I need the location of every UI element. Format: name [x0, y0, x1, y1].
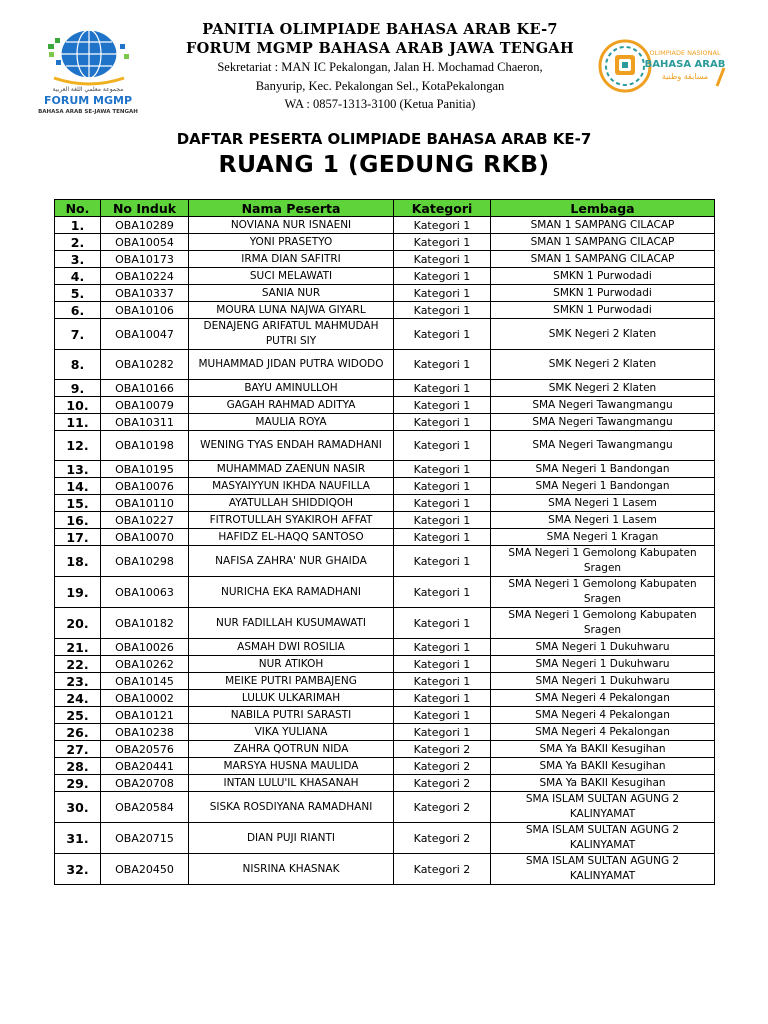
row-no-induk: OBA10110	[101, 495, 189, 512]
svg-text:BAHASA ARAB SE-JAWA TENGAH: BAHASA ARAB SE-JAWA TENGAH	[38, 109, 138, 115]
row-lembaga: SMA Ya BAKII Kesugihan	[491, 775, 715, 792]
row-number: 5.	[55, 285, 101, 302]
document-title: DAFTAR PESERTA OLIMPIADE BAHASA ARAB KE-7	[176, 130, 592, 148]
contact-line: WA : 0857-1313-3100 (Ketua Panitia)	[284, 97, 476, 111]
table-row	[55, 775, 715, 792]
row-kategori: Kategori 2	[394, 792, 491, 823]
header-kategori: Kategori	[394, 200, 491, 217]
table-row	[55, 478, 715, 495]
row-nama-peserta: MEIKE PUTRI PAMBAJENG	[189, 673, 394, 690]
row-no-induk: OBA10337	[101, 285, 189, 302]
row-number: 32.	[55, 854, 101, 885]
row-number: 18.	[55, 546, 101, 577]
table-row	[55, 380, 715, 397]
row-kategori: Kategori 2	[394, 741, 491, 758]
row-lembaga: SMA ISLAM SULTAN AGUNG 2 KALINYAMAT	[491, 854, 715, 885]
row-no-induk: OBA20450	[101, 854, 189, 885]
row-no-induk: OBA10079	[101, 397, 189, 414]
row-no-induk: OBA10063	[101, 577, 189, 608]
row-no-induk: OBA10198	[101, 431, 189, 461]
forum-title: FORUM MGMP BAHASA ARAB JAWA TENGAH	[186, 40, 574, 57]
row-lembaga: SMA Negeri 1 Bandongan	[491, 461, 715, 478]
row-lembaga: SMA Negeri 1 Bandongan	[491, 478, 715, 495]
row-kategori: Kategori 1	[394, 302, 491, 319]
row-no-induk: OBA20715	[101, 823, 189, 854]
table-row	[55, 823, 715, 854]
row-nama-peserta: AYATULLAH SHIDDIQOH	[189, 495, 394, 512]
row-number: 31.	[55, 823, 101, 854]
row-lembaga: SMA Negeri 1 Gemolong Kabupaten Sragen	[491, 546, 715, 577]
row-lembaga: SMA Ya BAKII Kesugihan	[491, 758, 715, 775]
row-lembaga: SMK Negeri 2 Klaten	[491, 380, 715, 397]
row-lembaga: SMA Negeri 4 Pekalongan	[491, 707, 715, 724]
row-kategori: Kategori 1	[394, 268, 491, 285]
row-no-induk: OBA10282	[101, 350, 189, 380]
row-no-induk: OBA10182	[101, 608, 189, 639]
row-kategori: Kategori 1	[394, 673, 491, 690]
row-no-induk: OBA10002	[101, 690, 189, 707]
row-kategori: Kategori 1	[394, 478, 491, 495]
row-kategori: Kategori 1	[394, 546, 491, 577]
row-number: 19.	[55, 577, 101, 608]
row-number: 11.	[55, 414, 101, 431]
row-lembaga: SMA Negeri 1 Gemolong Kabupaten Sragen	[491, 577, 715, 608]
row-number: 29.	[55, 775, 101, 792]
row-no-induk: OBA20576	[101, 741, 189, 758]
row-nama-peserta: ZAHRA QOTRUN NIDA	[189, 741, 394, 758]
row-no-induk: OBA10289	[101, 217, 189, 234]
row-nama-peserta: NOVIANA NUR ISNAENI	[189, 217, 394, 234]
row-lembaga: SMAN 1 SAMPANG CILACAP	[491, 234, 715, 251]
row-number: 26.	[55, 724, 101, 741]
row-kategori: Kategori 1	[394, 350, 491, 380]
row-no-induk: OBA10070	[101, 529, 189, 546]
row-lembaga: SMA Negeri 1 Kragan	[491, 529, 715, 546]
row-kategori: Kategori 1	[394, 380, 491, 397]
committee-title: PANITIA OLIMPIADE BAHASA ARAB KE-7	[202, 21, 558, 38]
row-number: 9.	[55, 380, 101, 397]
header-nama-peserta: Nama Peserta	[189, 200, 394, 217]
row-number: 23.	[55, 673, 101, 690]
row-kategori: Kategori 1	[394, 690, 491, 707]
table-row	[55, 690, 715, 707]
row-kategori: Kategori 1	[394, 639, 491, 656]
row-nama-peserta: WENING TYAS ENDAH RAMADHANI	[189, 431, 394, 461]
row-nama-peserta: NUR FADILLAH KUSUMAWATI	[189, 608, 394, 639]
table-row	[55, 792, 715, 823]
row-nama-peserta: FITROTULLAH SYAKIROH AFFAT	[189, 512, 394, 529]
row-lembaga: SMA Negeri 1 Lasem	[491, 495, 715, 512]
row-lembaga: SMA ISLAM SULTAN AGUNG 2 KALINYAMAT	[491, 823, 715, 854]
row-lembaga: SMAN 1 SAMPANG CILACAP	[491, 251, 715, 268]
row-nama-peserta: HAFIDZ EL-HAQQ SANTOSO	[189, 529, 394, 546]
row-nama-peserta: SUCI MELAWATI	[189, 268, 394, 285]
row-nama-peserta: MUHAMMAD JIDAN PUTRA WIDODO	[189, 350, 394, 380]
row-lembaga: SMA Negeri Tawangmangu	[491, 431, 715, 461]
table-row	[55, 724, 715, 741]
table-row	[55, 268, 715, 285]
row-lembaga: SMA Negeri 1 Dukuhwaru	[491, 656, 715, 673]
row-no-induk: OBA10227	[101, 512, 189, 529]
row-nama-peserta: NURICHA EKA RAMADHANI	[189, 577, 394, 608]
row-lembaga: SMKN 1 Purwodadi	[491, 268, 715, 285]
row-number: 20.	[55, 608, 101, 639]
row-nama-peserta: SANIA NUR	[189, 285, 394, 302]
row-lembaga: SMA Negeri Tawangmangu	[491, 414, 715, 431]
row-nama-peserta: LULUK ULKARIMAH	[189, 690, 394, 707]
row-no-induk: OBA10047	[101, 319, 189, 350]
row-nama-peserta: MOURA LUNA NAJWA GIYARL	[189, 302, 394, 319]
letterhead	[0, 0, 768, 118]
row-kategori: Kategori 1	[394, 431, 491, 461]
table-row	[55, 414, 715, 431]
table-header-row	[55, 200, 715, 217]
row-nama-peserta: YONI PRASETYO	[189, 234, 394, 251]
row-nama-peserta: NISRINA KHASNAK	[189, 854, 394, 885]
table-row	[55, 302, 715, 319]
row-number: 30.	[55, 792, 101, 823]
row-number: 12.	[55, 431, 101, 461]
table-row	[55, 397, 715, 414]
row-kategori: Kategori 1	[394, 608, 491, 639]
row-no-induk: OBA10224	[101, 268, 189, 285]
table-row	[55, 431, 715, 461]
row-number: 16.	[55, 512, 101, 529]
row-lembaga: SMA Negeri 1 Dukuhwaru	[491, 673, 715, 690]
table-row	[55, 577, 715, 608]
row-no-induk: OBA10121	[101, 707, 189, 724]
table-row	[55, 608, 715, 639]
table-row	[55, 639, 715, 656]
row-number: 24.	[55, 690, 101, 707]
row-number: 22.	[55, 656, 101, 673]
table-row	[55, 758, 715, 775]
row-no-induk: OBA20584	[101, 792, 189, 823]
table-row	[55, 707, 715, 724]
row-lembaga: SMA Negeri 1 Gemolong Kabupaten Sragen	[491, 608, 715, 639]
table-row	[55, 529, 715, 546]
table-row	[55, 512, 715, 529]
row-kategori: Kategori 1	[394, 724, 491, 741]
table-row	[55, 350, 715, 380]
room-title: RUANG 1 (GEDUNG RKB)	[218, 150, 550, 178]
row-lembaga: SMA Negeri Tawangmangu	[491, 397, 715, 414]
address-line: Banyurip, Kec. Pekalongan Sel., KotaPekalongan	[255, 78, 505, 93]
row-number: 21.	[55, 639, 101, 656]
row-no-induk: OBA10195	[101, 461, 189, 478]
row-kategori: Kategori 1	[394, 512, 491, 529]
forum-mgmp-logo	[38, 24, 138, 116]
row-number: 13.	[55, 461, 101, 478]
table-row	[55, 461, 715, 478]
row-kategori: Kategori 1	[394, 414, 491, 431]
row-no-induk: OBA10106	[101, 302, 189, 319]
row-kategori: Kategori 2	[394, 854, 491, 885]
row-number: 10.	[55, 397, 101, 414]
row-nama-peserta: ASMAH DWI ROSILIA	[189, 639, 394, 656]
row-number: 14.	[55, 478, 101, 495]
svg-text:BAHASA ARAB: BAHASA ARAB	[644, 59, 726, 70]
row-no-induk: OBA10026	[101, 639, 189, 656]
row-nama-peserta: SISKA ROSDIYANA RAMADHANI	[189, 792, 394, 823]
row-number: 27.	[55, 741, 101, 758]
svg-text:OLIMPIADE NASIONAL: OLIMPIADE NASIONAL	[649, 49, 721, 57]
row-nama-peserta: GAGAH RAHMAD ADITYA	[189, 397, 394, 414]
participants-table	[54, 199, 715, 885]
row-kategori: Kategori 1	[394, 461, 491, 478]
header-lembaga: Lembaga	[491, 200, 715, 217]
row-no-induk: OBA10173	[101, 251, 189, 268]
row-kategori: Kategori 2	[394, 775, 491, 792]
row-nama-peserta: DIAN PUJI RIANTI	[189, 823, 394, 854]
row-lembaga: SMA Ya BAKII Kesugihan	[491, 741, 715, 758]
row-lembaga: SMA ISLAM SULTAN AGUNG 2 KALINYAMAT	[491, 792, 715, 823]
row-number: 2.	[55, 234, 101, 251]
row-no-induk: OBA10166	[101, 380, 189, 397]
row-nama-peserta: IRMA DIAN SAFITRI	[189, 251, 394, 268]
row-lembaga: SMK Negeri 2 Klaten	[491, 350, 715, 380]
table-row	[55, 673, 715, 690]
row-nama-peserta: NABILA PUTRI SARASTI	[189, 707, 394, 724]
svg-text:مسابقة وطنية: مسابقة وطنية	[661, 72, 709, 81]
row-kategori: Kategori 1	[394, 217, 491, 234]
table-row	[55, 319, 715, 350]
row-nama-peserta: BAYU AMINULLOH	[189, 380, 394, 397]
row-kategori: Kategori 1	[394, 495, 491, 512]
olympiad-logo	[597, 38, 729, 94]
table-row	[55, 854, 715, 885]
row-number: 1.	[55, 217, 101, 234]
row-number: 25.	[55, 707, 101, 724]
row-no-induk: OBA10145	[101, 673, 189, 690]
table-row	[55, 217, 715, 234]
table-row	[55, 741, 715, 758]
row-no-induk: OBA20441	[101, 758, 189, 775]
row-no-induk: OBA10054	[101, 234, 189, 251]
row-kategori: Kategori 2	[394, 758, 491, 775]
row-nama-peserta: MUHAMMAD ZAENUN NASIR	[189, 461, 394, 478]
svg-text:FORUM MGMP: FORUM MGMP	[43, 94, 133, 107]
table-row	[55, 656, 715, 673]
row-kategori: Kategori 1	[394, 577, 491, 608]
row-kategori: Kategori 1	[394, 397, 491, 414]
header-no: No.	[55, 200, 101, 217]
row-nama-peserta: VIKA YULIANA	[189, 724, 394, 741]
table-row	[55, 234, 715, 251]
row-lembaga: SMA Negeri 1 Dukuhwaru	[491, 639, 715, 656]
svg-text:مجموعة معلمي اللغة العربية: مجموعة معلمي اللغة العربية	[52, 86, 124, 93]
row-kategori: Kategori 1	[394, 656, 491, 673]
row-kategori: Kategori 1	[394, 319, 491, 350]
row-lembaga: SMAN 1 SAMPANG CILACAP	[491, 217, 715, 234]
row-no-induk: OBA10298	[101, 546, 189, 577]
row-number: 4.	[55, 268, 101, 285]
header-no-induk: No Induk	[101, 200, 189, 217]
row-no-induk: OBA10076	[101, 478, 189, 495]
row-number: 28.	[55, 758, 101, 775]
secretariat-line: Sekretariat : MAN IC Pekalongan, Jalan H. Mochamad Chaeron,	[217, 60, 543, 74]
row-number: 3.	[55, 251, 101, 268]
row-number: 7.	[55, 319, 101, 350]
row-number: 8.	[55, 350, 101, 380]
row-kategori: Kategori 1	[394, 529, 491, 546]
row-number: 17.	[55, 529, 101, 546]
row-kategori: Kategori 1	[394, 234, 491, 251]
row-lembaga: SMA Negeri 4 Pekalongan	[491, 724, 715, 741]
row-nama-peserta: INTAN LULU'IL KHASANAH	[189, 775, 394, 792]
row-kategori: Kategori 1	[394, 251, 491, 268]
row-number: 15.	[55, 495, 101, 512]
table-row	[55, 285, 715, 302]
row-nama-peserta: DENAJENG ARIFATUL MAHMUDAH PUTRI SIY	[189, 319, 394, 350]
row-kategori: Kategori 2	[394, 823, 491, 854]
letterhead-text	[150, 20, 610, 114]
table-row	[55, 546, 715, 577]
row-no-induk: OBA20708	[101, 775, 189, 792]
row-kategori: Kategori 1	[394, 707, 491, 724]
row-no-induk: OBA10262	[101, 656, 189, 673]
row-nama-peserta: MASYAIYYUN IKHDA NAUFILLA	[189, 478, 394, 495]
row-nama-peserta: MARSYA HUSNA MAULIDA	[189, 758, 394, 775]
row-lembaga: SMKN 1 Purwodadi	[491, 302, 715, 319]
row-nama-peserta: MAULIA ROYA	[189, 414, 394, 431]
row-lembaga: SMA Negeri 1 Lasem	[491, 512, 715, 529]
row-lembaga: SMA Negeri 4 Pekalongan	[491, 690, 715, 707]
table-row	[55, 251, 715, 268]
table-row	[55, 495, 715, 512]
row-nama-peserta: NAFISA ZAHRA' NUR GHAIDA	[189, 546, 394, 577]
row-kategori: Kategori 1	[394, 285, 491, 302]
row-no-induk: OBA10238	[101, 724, 189, 741]
row-number: 6.	[55, 302, 101, 319]
row-nama-peserta: NUR ATIKOH	[189, 656, 394, 673]
row-lembaga: SMK Negeri 2 Klaten	[491, 319, 715, 350]
row-no-induk: OBA10311	[101, 414, 189, 431]
row-lembaga: SMKN 1 Purwodadi	[491, 285, 715, 302]
